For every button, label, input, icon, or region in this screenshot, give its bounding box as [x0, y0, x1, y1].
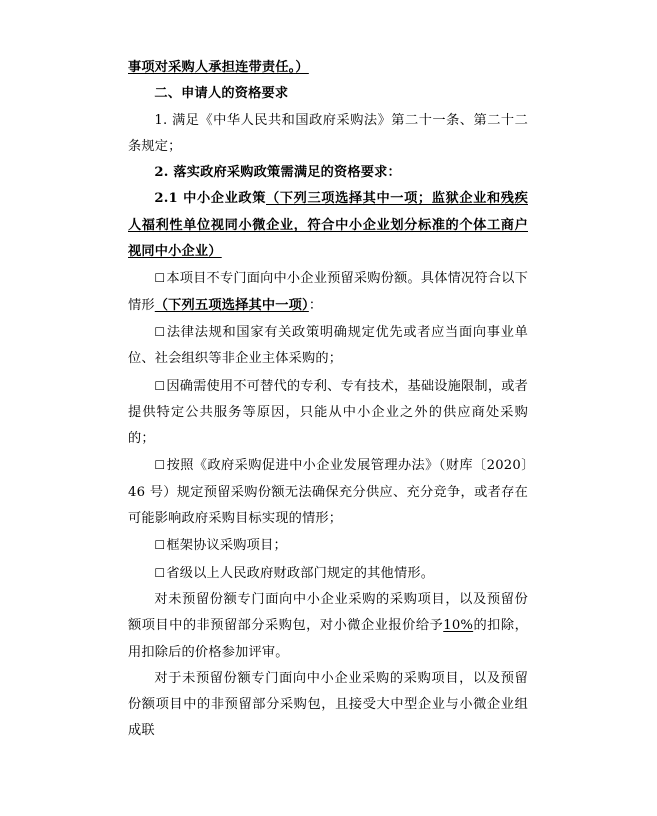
paragraph-joint-liability: 事项对采购人承担连带责任。）: [128, 60, 309, 75]
heading-section-two: 二、申请人的资格要求: [154, 86, 289, 102]
paragraph-item-1: 1. 满足《中华人民共和国政府采购法》第二十一条、第二十二条规定；: [128, 112, 528, 154]
checkbox-provincial-text: 省级以上人民政府财政部门规定的其他情形。: [166, 565, 435, 581]
paragraph-checkbox-provincial: [128, 560, 528, 587]
checkbox-measures-text: 按照《政府采购促进中小企业发展管理办法》（财库〔2020〕46 号）规定预留采购份额无法确保充分供应、充分竞争，或者存在可能影响政府采购目标实现的情形；: [128, 458, 528, 527]
paragraph-item-2-1-note: （下列三项选择其中一项；监狱企业和残疾人福利性单位视同小微企业，符合中小企业划分标准的个体工商户视同中小企业）: [128, 191, 528, 260]
price-deduction-rate: 10%: [443, 618, 474, 634]
checkbox-icon[interactable]: ☐: [154, 565, 166, 580]
paragraph-checkbox-framework: [128, 532, 528, 559]
heading-item-2: 2. 落实政府采购政策需满足的资格要求：: [154, 165, 401, 181]
checkbox-law-policy-text: 法律法规和国家有关政策明确规定优先或者应当面向事业单位、社会组织等非企业主体采购的；: [128, 324, 528, 367]
checkbox-not-reserved-tail: ：: [308, 297, 323, 313]
paragraph-price-deduction: [128, 587, 528, 666]
paragraph-checkbox-law-policy: [128, 319, 528, 373]
price-deduction-after: 的扣除，用扣除后的价格参加评审。: [128, 618, 528, 660]
checkbox-icon[interactable]: ☐: [154, 378, 166, 393]
price-deduction-before: 对未预留份额专门面向中小企业采购的采购项目，以及预留份额项目中的非预留部分采购包，对小微企业报价给予: [128, 591, 528, 634]
paragraph-checkbox-not-reserved: [128, 265, 528, 319]
checkbox-not-reserved-text: 本项目不专门面向中小企业预留采购份额。具体情况符合以下情形: [128, 271, 528, 313]
checkbox-irreplaceable-text: 因确需使用不可替代的专利、专有技术，基础设施限制，或者提供特定公共服务等原因，只能从中小企业之外的供应商处采购的；: [128, 378, 528, 447]
paragraph-item-2-1: [128, 186, 528, 265]
checkbox-icon[interactable]: ☐: [154, 271, 166, 286]
checkbox-not-reserved-note: （下列五项选择其中一项）: [154, 297, 309, 313]
paragraph-item-2-1-text: 2.1 中小企业政策: [154, 191, 267, 207]
paragraph-checkbox-irreplaceable: [128, 373, 528, 453]
paragraph-checkbox-measures: [128, 452, 528, 532]
document-body: [128, 55, 528, 745]
checkbox-icon[interactable]: ☐: [154, 538, 166, 553]
paragraph-consortium: 对于未预留份额专门面向中小企业采购的采购项目，以及预留份额项目中的非预留部分采购包，且接受大中型企业与小微企业组成联: [128, 670, 528, 739]
checkbox-icon[interactable]: ☐: [154, 324, 166, 339]
checkbox-framework-text: 框架协议采购项目；: [166, 538, 287, 554]
checkbox-icon[interactable]: ☐: [154, 458, 166, 473]
